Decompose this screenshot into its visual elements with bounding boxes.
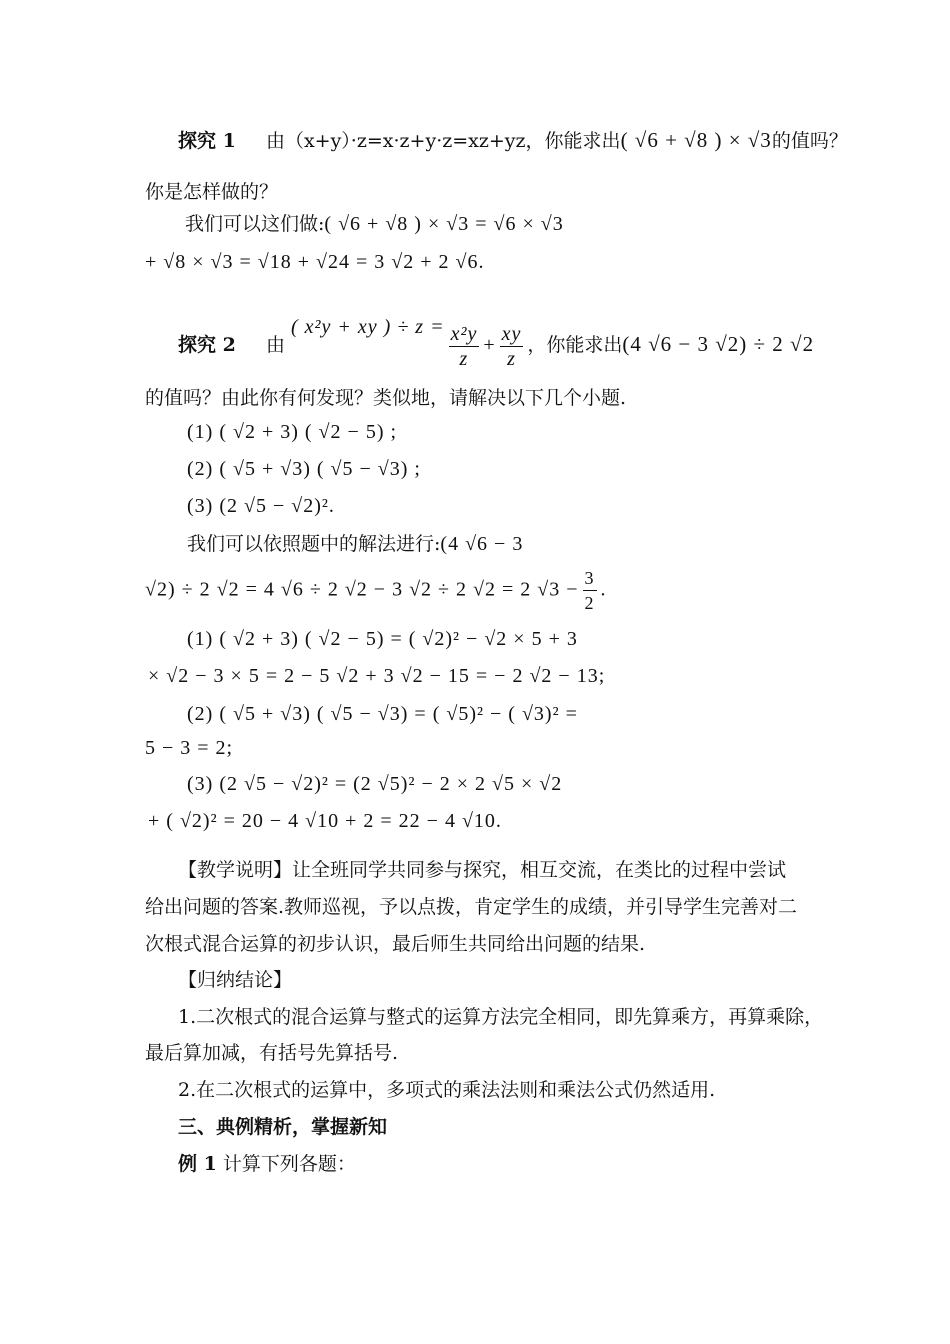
explore1-label: 探究 1 bbox=[178, 130, 236, 152]
solution-end: . bbox=[600, 578, 607, 601]
example1-label: 例 1 bbox=[178, 1153, 217, 1175]
fraction-1-numerator: x²y bbox=[450, 322, 478, 345]
conclusion-heading: 【归纳结论】 bbox=[178, 969, 293, 991]
explore2-text: 由 bbox=[265, 334, 285, 356]
fraction-2-numerator: xy bbox=[501, 322, 522, 345]
explore2-label: 探究 2 bbox=[178, 334, 236, 356]
teaching-note-line2: 给出问题的答案.教师巡视，予以点拨，肯定学生的成绩，并引导学生完善对二 bbox=[145, 896, 798, 918]
explore2-solution-line2 bbox=[145, 566, 607, 615]
explore2-solution-a: (4 √6 − 3 bbox=[440, 533, 524, 555]
explore2-fraction-2 bbox=[500, 322, 524, 371]
explore1-solution-line1 bbox=[185, 212, 564, 236]
conclusion-p2: 2.在二次根式的运算中，多项式的乘法法则和乘法公式仍然适用. bbox=[178, 1079, 716, 1101]
fraction-1-denominator: z bbox=[459, 347, 469, 370]
explore1-line bbox=[178, 128, 848, 153]
conclusion-p1-line2: 最后算加减，有括号先算括号. bbox=[145, 1042, 399, 1064]
teaching-note-line1: 【教学说明】让全班同学共同参与探究，相互交流，在类比的过程中尝试 bbox=[178, 859, 787, 881]
explore1-solution-2: + √8 × √3 = √18 + √24 = 3 √2 + 2 √6. bbox=[145, 251, 485, 273]
answer-1-line1: (1) ( √2 + 3) ( √2 − 5) = ( √2)² − √2 × 5 + 3 bbox=[187, 628, 578, 650]
answer-1-line2: × √2 − 3 × 5 = 2 − 5 √2 + 3 √2 − 15 = − 2 √2 − 13; bbox=[148, 665, 606, 687]
explore2-question: ，你能求出 bbox=[527, 334, 623, 356]
explore2-fraction-1 bbox=[449, 322, 480, 371]
explore2-solution-intro: 我们可以依照题中的解法进行: bbox=[187, 533, 441, 555]
answer-3-line1: (3) (2 √5 − √2)² = (2 √5)² − 2 × 2 √5 × √2 bbox=[187, 773, 563, 795]
explore1-solution-intro: 我们可以这们做: bbox=[185, 213, 325, 235]
answer-2-line1: (2) ( √5 + √3) ( √5 − √3) = ( √5)² − ( √3)² = bbox=[187, 703, 578, 725]
question-3: (3) (2 √5 − √2)². bbox=[187, 495, 335, 517]
question-1: (1) ( √2 + 3) ( √2 − 5) ; bbox=[187, 421, 398, 443]
answer-2-line2: 5 − 3 = 2; bbox=[145, 737, 234, 759]
explore1-expression: ( √6 + √8 ) × √3 bbox=[620, 128, 772, 152]
explore1-text: 由（x+y）·z=x·z+y·z=xz+yz，你能求出 bbox=[265, 130, 621, 152]
fraction-2-denominator: z bbox=[507, 347, 516, 370]
explore2-solution-line1 bbox=[187, 532, 523, 556]
explore2-line bbox=[178, 315, 814, 371]
explore1-line2: 你是怎样做的？ bbox=[145, 181, 279, 203]
solution-fraction-denominator: 2 bbox=[584, 593, 595, 613]
explore2-line2: 的值吗？由此你有何发现？类似地，请解决以下几个小题. bbox=[145, 387, 627, 409]
explore2-expr-left: ( x²y + xy ) ÷ z = bbox=[291, 316, 445, 338]
example1-line bbox=[178, 1152, 356, 1176]
plus-sign: + bbox=[483, 334, 496, 356]
explore1-question: 的值吗？ bbox=[771, 130, 848, 152]
solution-fraction-numerator: 3 bbox=[583, 566, 597, 591]
conclusion-p1-line1: 1.二次根式的混合运算与整式的运算方法完全相同，即先算乘方，再算乘除， bbox=[178, 1006, 824, 1028]
section3-heading: 三、典例精析，掌握新知 bbox=[178, 1116, 388, 1138]
explore2-expr-right: (4 √6 − 3 √2) ÷ 2 √2 bbox=[622, 332, 815, 356]
explore1-solution-1: ( √6 + √8 ) × √3 = √6 × √3 bbox=[324, 213, 564, 235]
question-2: (2) ( √5 + √3) ( √5 − √3) ; bbox=[187, 458, 421, 480]
teaching-note-line3: 次根式混合运算的初步认识，最后师生共同给出问题的结果. bbox=[145, 933, 646, 955]
solution-fraction bbox=[583, 566, 597, 615]
answer-3-line2: + ( √2)² = 20 − 4 √10 + 2 = 22 − 4 √10. bbox=[148, 810, 502, 832]
example1-text: 计算下列各题： bbox=[222, 1153, 356, 1175]
explore2-solution-b: √2) ÷ 2 √2 = 4 √6 ÷ 2 √2 − 3 √2 ÷ 2 √2 = 2 √3 − bbox=[145, 578, 579, 601]
